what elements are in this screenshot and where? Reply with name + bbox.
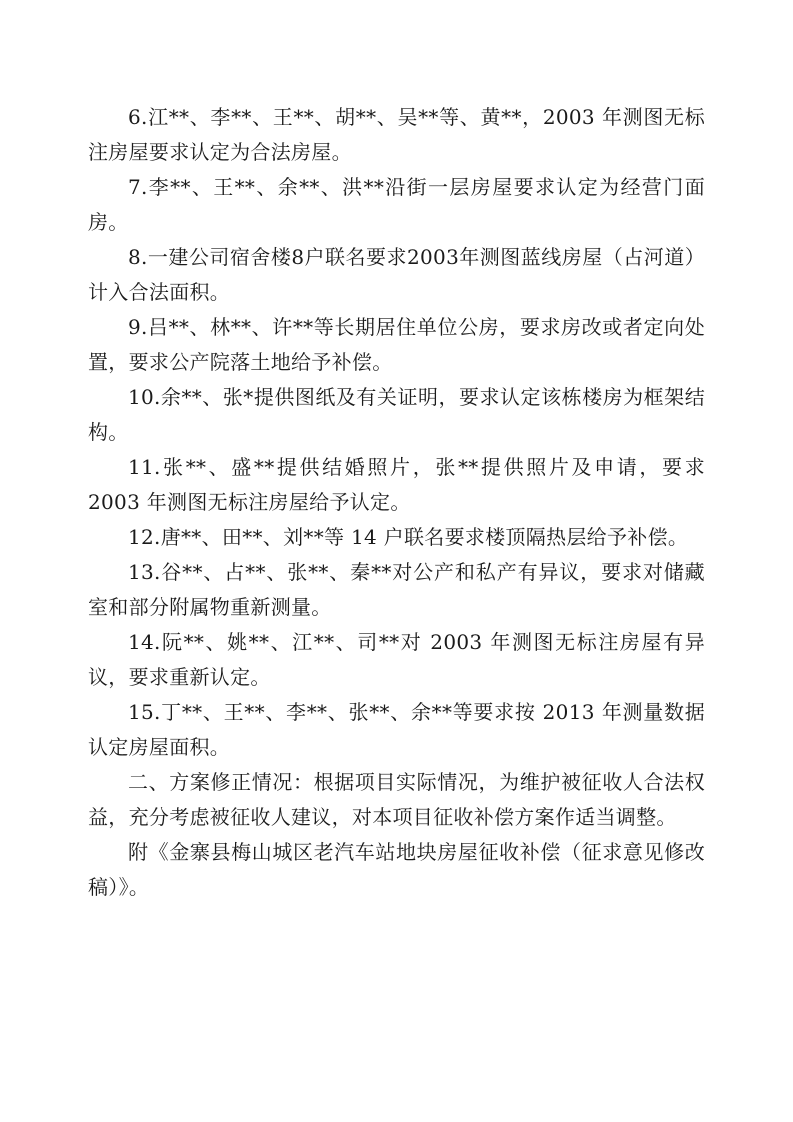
paragraph-item-14: 14.阮**、姚**、江**、司**对 2003 年测图无标注房屋有异议，要求重新认定。: [88, 630, 705, 689]
paragraph-item-6: 6.江**、李**、王**、胡**、吴**等、黄**，2003 年测图无标注房屋要求认定为合法房屋。: [88, 105, 705, 164]
paragraph-item-13: 13.谷**、占**、张**、秦**对公产和私产有异议，要求对储藏室和部分附属物重新测量。: [88, 560, 705, 619]
section-heading-paragraph: 二、方案修正情况：根据项目实际情况，为维护被征收人合法权益，充分考虑被征收人建议，对本项目征收补偿方案作适当调整。: [88, 770, 705, 829]
paragraph-item-10: 10.余**、张*提供图纸及有关证明，要求认定该栋楼房为框架结构。: [88, 385, 705, 444]
paragraph-item-11: 11.张**、盛**提供结婚照片，张**提供照片及申请，要求 2003 年测图无标注房屋给予认定。: [88, 455, 705, 514]
paragraph-item-15: 15.丁**、王**、李**、张**、余**等要求按 2013 年测量数据认定房屋面积。: [88, 700, 705, 759]
attachment-paragraph: 附《金寨县梅山城区老汽车站地块房屋征收补偿（征求意见修改稿）》。: [88, 840, 705, 899]
paragraph-item-8: 8.一建公司宿舍楼8户联名要求2003年测图蓝线房屋（占河道）计入合法面积。: [88, 245, 705, 304]
paragraph-item-12: 12.唐**、田**、刘**等 14 户联名要求楼顶隔热层给予补偿。: [128, 525, 689, 549]
paragraph-item-7: 7.李**、王**、余**、洪**沿街一层房屋要求认定为经营门面房。: [88, 175, 705, 234]
document-page: [88, 100, 705, 905]
paragraph-item-9: 9.吕**、林**、许**等长期居住单位公房，要求房改或者定向处置，要求公产院落土地给予补偿。: [88, 315, 705, 374]
